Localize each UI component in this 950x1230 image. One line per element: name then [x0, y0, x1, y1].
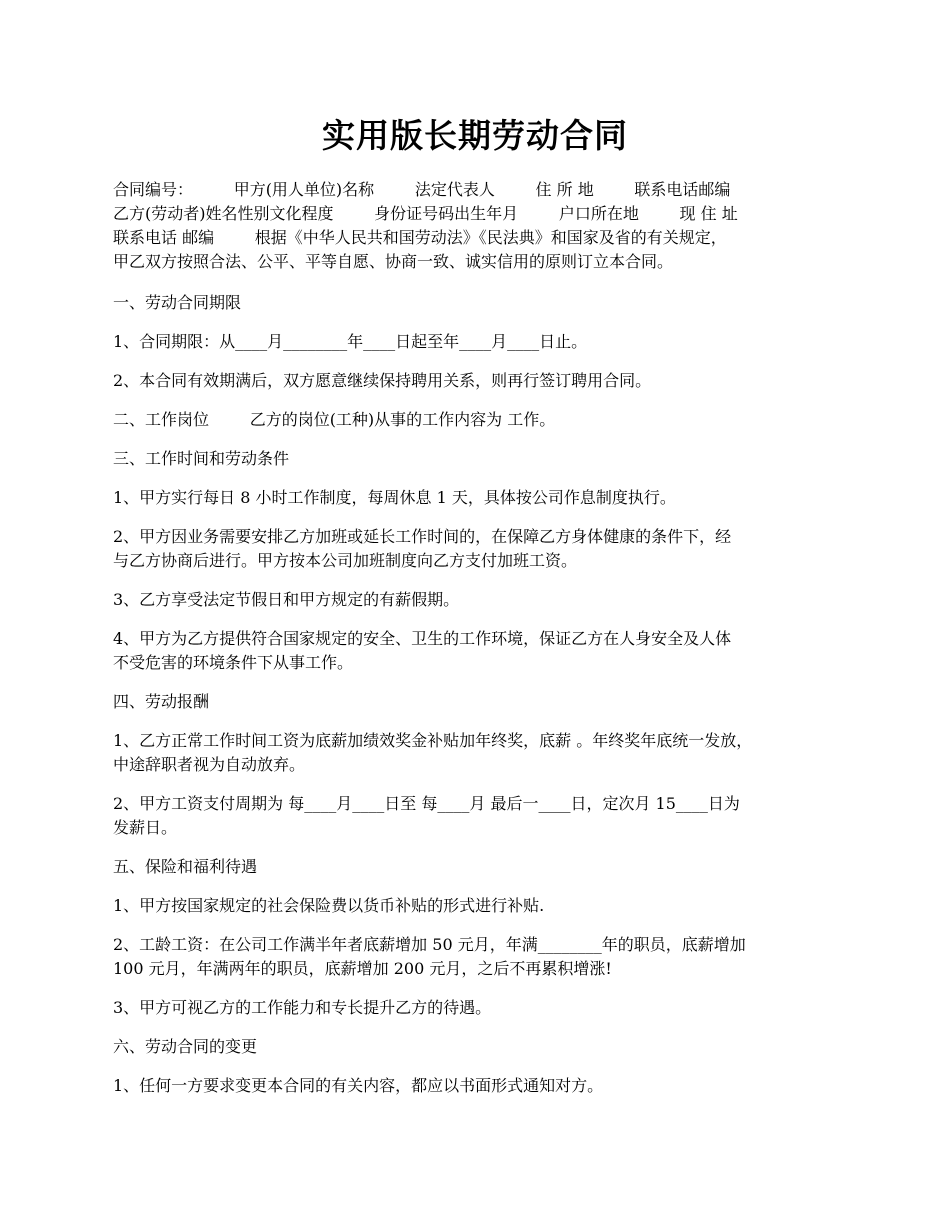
clause-paragraph: 2、甲方因业务需要安排乙方加班或延长工作时间的，在保障乙方身体健康的条件下，经 与乙方协商后进行。甲方按本公司加班制度向乙方支付加班工资。	[113, 527, 732, 570]
clause-paragraph: 1、任何一方要求变更本合同的有关内容，都应以书面形式通知对方。	[113, 1076, 604, 1095]
clause-paragraph: 1、甲方按国家规定的社会保险费以货币补贴的形式进行补贴.	[113, 896, 545, 915]
clause-paragraph: 3、乙方享受法定节假日和甲方规定的有薪假期。	[113, 590, 460, 609]
header-line: 联系电话 邮编 根据《中华人民共和国劳动法》《民法典》和国家及省的有关规定，	[113, 228, 727, 247]
clause-paragraph: 2、本合同有效期满后，双方愿意继续保持聘用关系，则再行签订聘用合同。	[113, 371, 652, 390]
section-heading-position: 二、工作岗位 乙方的岗位(工种)从事的工作内容为 工作。	[113, 410, 556, 429]
section-heading-insurance: 五、保险和福利待遇	[113, 857, 258, 876]
clause-paragraph: 1、乙方正常工作时间工资为底薪加绩效奖金补贴加年终奖，底薪 。年终奖年底统一发放， 中途辞职者视为自动放弃。	[113, 731, 753, 774]
clause-paragraph: 3、甲方可视乙方的工作能力和专长提升乙方的待遇。	[113, 998, 492, 1017]
section-heading-term: 一、劳动合同期限	[113, 293, 242, 312]
header-line: 甲乙双方按照合法、公平、平等自愿、协商一致、诚实信用的原则订立本合同。	[113, 252, 674, 271]
clause-paragraph: 4、甲方为乙方提供符合国家规定的安全、卫生的工作环境，保证乙方在人身安全及人体 不受危害的环境条件下从事工作。	[113, 629, 732, 672]
section-heading-changes: 六、劳动合同的变更	[113, 1037, 258, 1056]
clause-paragraph: 2、甲方工资支付周期为 每____月____日至 每____月 最后一____日，定次月 15____日为 发薪日。	[113, 794, 740, 837]
header-line: 合同编号： 甲方(用人单位)名称 法定代表人 住 所 地 联系电话邮编	[113, 180, 731, 199]
section-heading-pay: 四、劳动报酬	[113, 692, 210, 711]
clause-paragraph: 1、甲方实行每日 8 小时工作制度，每周休息 1 天，具体按公司作息制度执行。	[113, 488, 676, 507]
clause-paragraph: 2、工龄工资：在公司工作满半年者底薪增加 50 元月，年满________年的职员，底薪增加 100 元月，年满两年的职员，底薪增加 200 元月，之后不再累积增涨!	[113, 935, 746, 978]
header-line: 乙方(劳动者)姓名性别文化程度 身份证号码出生年月 户口所在地 现 住 址	[113, 204, 738, 223]
contract-header-block	[113, 178, 853, 274]
document-body	[113, 178, 853, 1113]
section-heading-hours: 三、工作时间和劳动条件	[113, 449, 290, 468]
clause-paragraph: 1、合同期限：从____月________年____日起至年____月____日止。	[113, 332, 588, 351]
document-title: 实用版长期劳动合同	[322, 116, 628, 155]
